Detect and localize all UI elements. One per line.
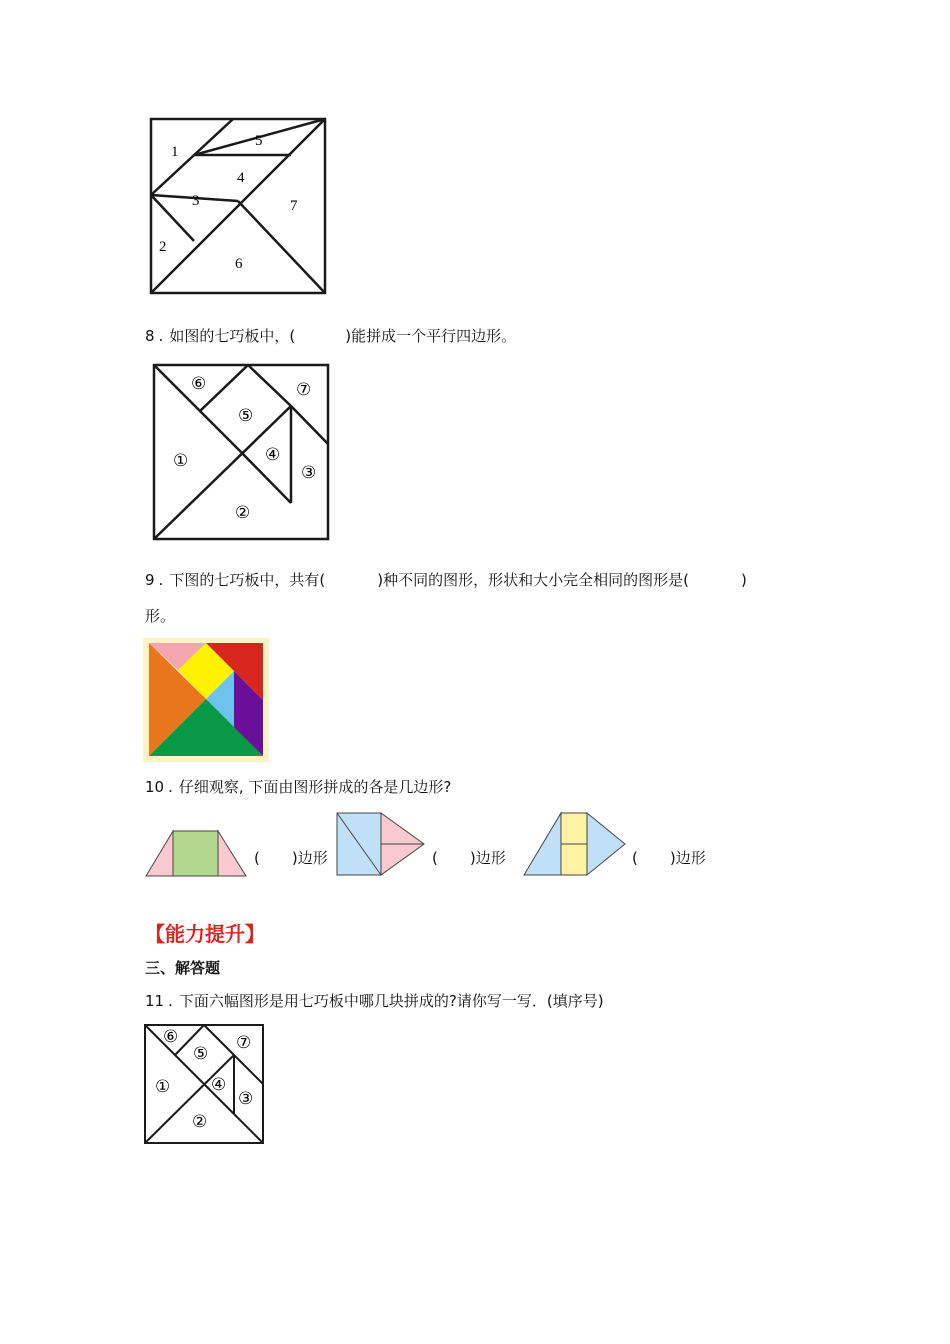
figure1-label-7: 7	[290, 198, 298, 214]
question-number: 9	[145, 571, 155, 589]
answer-shape-b: ( )边形	[432, 849, 506, 867]
q8-label-4: ④	[265, 445, 281, 464]
question-9-line-2: 形。	[145, 607, 176, 625]
figure1-label-2: 2	[159, 239, 167, 255]
q11-label-7: ⑦	[236, 1033, 252, 1052]
q11-label-6: ⑥	[163, 1027, 179, 1046]
colored-tangram	[143, 638, 269, 762]
q11-label-5: ⑤	[193, 1044, 209, 1063]
q11-label-2: ②	[192, 1112, 208, 1131]
q11-label-4: ④	[211, 1075, 227, 1094]
q8-label-5: ⑤	[238, 406, 254, 425]
tangram-figure-q11	[142, 1022, 266, 1146]
q8-label-3: ③	[301, 463, 317, 482]
figure1-label-5: 5	[255, 133, 263, 149]
tangram-figure-q8	[150, 361, 332, 543]
figure1-label-1: 1	[171, 144, 179, 160]
question-number: 11	[145, 992, 165, 1010]
part-title: 三、解答题	[145, 959, 221, 977]
q8-label-6: ⑥	[191, 374, 207, 393]
section-heading: 【能力提升】	[145, 922, 265, 946]
composite-shape-pentagon	[334, 810, 428, 878]
q11-label-1: ①	[155, 1077, 171, 1096]
question-number: 10	[145, 778, 165, 796]
question-11: 11 . 下面六幅图形是用七巧板中哪几块拼成的?请你写一写．(填序号)	[145, 992, 604, 1010]
figure1-label-4: 4	[237, 170, 245, 186]
answer-shape-a: ( )边形	[254, 849, 328, 867]
tangram-figure-1	[146, 114, 332, 298]
figure1-label-3: 3	[192, 193, 200, 209]
question-number: 8	[145, 327, 155, 345]
question-9-line-1: 9 . 下图的七巧板中，共有( )种不同的图形，形状和大小完全相同的图形是( )	[145, 571, 747, 589]
q11-label-3: ③	[238, 1089, 254, 1108]
figure1-label-6: 6	[235, 256, 243, 272]
composite-shape-trapezoid	[144, 826, 248, 878]
q8-label-7: ⑦	[296, 380, 312, 399]
q8-label-2: ②	[235, 503, 251, 522]
q8-label-1: ①	[173, 451, 189, 470]
composite-shape-hexagon	[521, 810, 629, 878]
answer-shape-c: ( )边形	[632, 849, 706, 867]
question-8: 8 . 如图的七巧板中，( )能拼成一个平行四边形。	[145, 327, 517, 345]
question-10: 10 . 仔细观察, 下面由图形拼成的各是几边形?	[145, 778, 452, 796]
